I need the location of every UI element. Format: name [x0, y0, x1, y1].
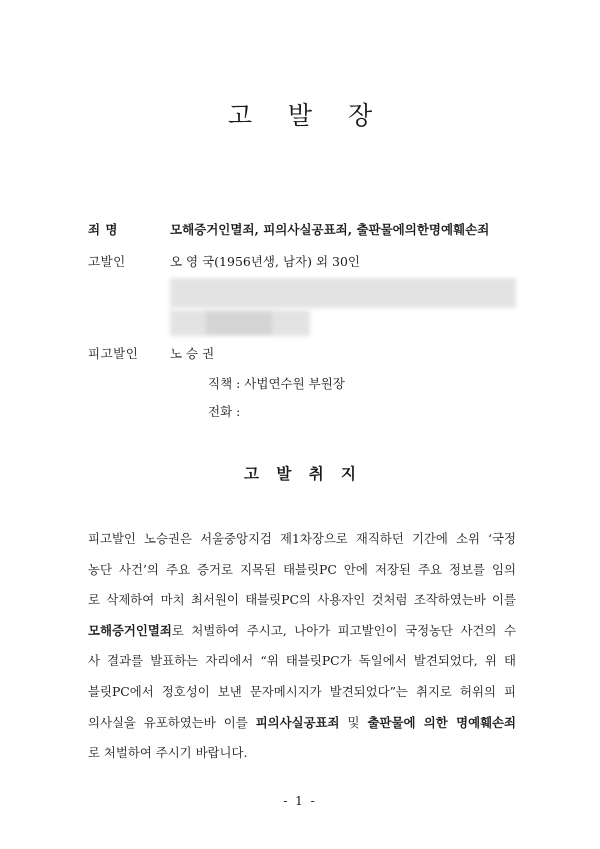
accused-value: 노 승 권 [170, 346, 215, 361]
charge-evidence-destruction: 모해증거인멸죄 [88, 622, 172, 638]
charge-defamation: 출판물에 의한 명예훼손죄 [367, 714, 516, 730]
accused-phone: 전화 : [208, 404, 241, 419]
document-title: 고 발 장 [227, 101, 387, 130]
charge-label: 죄 명 [88, 222, 119, 237]
charge-disclosure: 피의사실공표죄 [255, 714, 340, 730]
redacted-address-block [170, 278, 520, 338]
body-line: 로 처벌하여 주시기 바랍니다. [88, 745, 248, 761]
body-line: 블릿PC에서 정호성이 보낸 문자메시지가 발견되었다”는 취지로 허위의 피 [88, 683, 516, 699]
complainant-value: 오 영 국(1956년생, 남자) 외 30인 [170, 254, 360, 269]
body-line: 의사실을 유포하였는바 이를 피의사실공표죄 및 출판물에 의한 명예훼손죄 [88, 714, 516, 730]
body-line: 피고발인 노승권은 서울중앙지검 제1차장으로 재직하던 기간에 소위 ‘국정 [88, 531, 516, 546]
body-line: 모해증거인멸죄로 처벌하여 주시고, 나아가 피고발인이 국정농단 사건의 수 [88, 622, 516, 638]
section-title: 고 발 취 지 [243, 464, 363, 483]
body-line: 농단 사건’의 주요 증거로 지목된 태블릿PC 안에 저장된 주요 정보를 임의 [88, 561, 516, 577]
complainant-label: 고발인 [88, 254, 126, 269]
body-line: 사 결과를 발표하는 자리에서 “위 태블릿PC가 독일에서 발견되었다, 위 태 [88, 653, 516, 669]
body-paragraph [88, 524, 516, 769]
body-line: 로 삭제하여 마치 최서원이 태블릿PC의 사용자인 것처럼 조작하였는바 이를 [88, 592, 516, 608]
accused-label: 피고발인 [88, 346, 139, 361]
charge-value: 모해증거인멸죄, 피의사실공표죄, 출판물에의한명예훼손죄 [170, 222, 490, 237]
accused-position: 직책 : 사법연수원 부원장 [208, 376, 345, 391]
page-number: - 1 - [283, 794, 317, 808]
